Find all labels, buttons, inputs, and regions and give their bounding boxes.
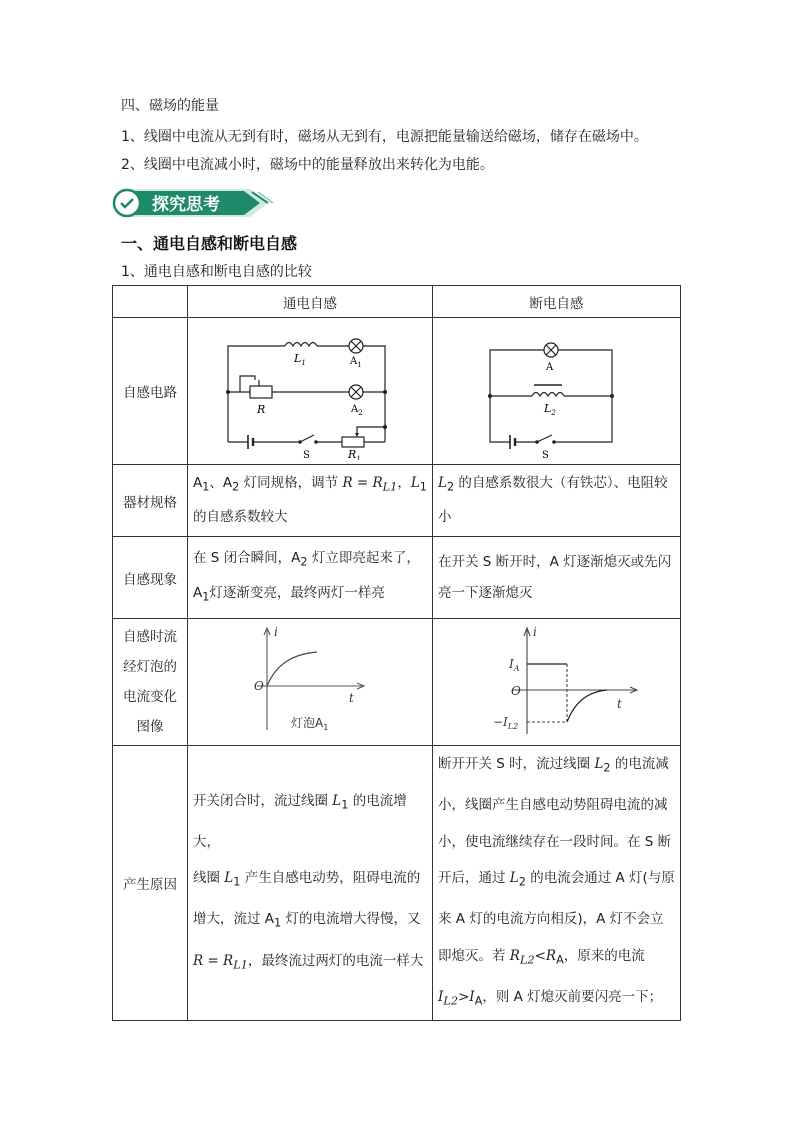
circuit-diagram-2 [482,322,632,460]
graph2-i-label: i [532,625,537,639]
graph1-origin: O [254,679,264,693]
row-label-phenomenon: 自感现象 [113,537,188,619]
switch-S-2 [537,435,552,442]
graph-lamp-a1 [245,622,375,742]
explore-banner [110,186,275,220]
table-row-header [113,286,681,318]
table-row-circuit [113,318,681,465]
table-row-cause [113,746,681,1021]
label-S: S [303,450,310,460]
rheostat-R1 [342,437,364,447]
label-R: R [257,403,266,416]
graph2-IA-label: $I_A$ [508,657,520,673]
label-L2: $L_2$ [543,402,556,417]
section-point-1: 1、线圈中电流从无到有时，磁场从无到有，电源把能量输送给磁场，储存在磁场中。 [121,129,648,145]
banner-label: 探究思考 [152,195,220,215]
subheading: 1、通电自感和断电自感的比较 [121,264,312,280]
label-A: A [545,362,553,373]
header-col-1: 通电自感 [188,286,433,318]
graph2-decay-curve [567,690,607,722]
phenomenon-col-1: 在 S 闭合瞬间，$A_2$ 灯立即亮起来了， $A_1$灯逐渐变亮，最终两灯一样亮 [188,537,433,619]
checkmark-icon [114,190,140,216]
label-R1: $R_1$ [348,448,361,460]
table-row-phenomenon [113,537,681,619]
graph-lamp-a [467,622,647,742]
equipment-col-1: $A_1$、$A_2$ 灯同规格，调节 $R = R_{L1}$，$L_1$ 的自感系数较大 [188,465,433,537]
graph1-t-label: t [349,691,354,705]
inductor-L2 [532,393,564,397]
comparison-table [112,285,681,1021]
graph2-origin: O [510,684,521,698]
phenomenon-col-2: 在开关 S 断开时，A 灯逐渐熄灭或先闪 亮一下逐渐熄灭 [433,537,681,619]
cause-col-2: 断开开关 S 时，流过线圈 $L_2$ 的电流减 小，线圈产生自感电动势阻碍电流的减 小，使电流继续存在一段时间。在 S 断 开后，通过 $L_2$ 的电流会通过 A 灯(与原 来 A 灯的电流方向相反)，A 灯不会立 即熄灭。若 $R_{L2}<R_A$，原来的电流 $I_{L2}>I_A$，则 A 灯熄灭前要闪亮一下； [433,746,681,1021]
circuit-diagram-1 [210,322,410,460]
switch-S [300,435,314,442]
heading-1: 一、通电自感和断电自感 [121,234,298,253]
graph2-IL2-label: $-I_{L2}$ [492,715,518,731]
cause-col-1: 开关闭合时，流过线圈 $L_1$ 的电流增大， 线圈 $L_1$ 产生自感电动势，阻碍电流的 增大，流过 $A_1$ 灯的电流增大得慢，又 $R = R_{L1}$，最终流过两灯的电流一样大 [188,746,433,1021]
row-label-cause: 产生原因 [113,746,188,1021]
rheostat-R [250,386,272,398]
table-row-graph [113,619,681,746]
label-A1: $A_1$ [350,356,362,369]
label-S-2: S [541,450,549,460]
table-row-equipment [113,465,681,537]
label-A2: $A_2$ [351,404,363,417]
row-label-circuit: 自感电路 [113,318,188,465]
label-L1: $L_1$ [294,352,306,367]
section-point-2: 2、线圈中电流减小时，磁场中的能量释放出来转化为电能。 [121,157,494,173]
equipment-col-2: $L_2$ 的自感系数很大（有铁芯）、电阻较 小 [433,465,681,537]
row-label-equipment: 器材规格 [113,465,188,537]
graph2-t-label: t [616,697,622,711]
header-col-2: 断电自感 [433,286,681,318]
inductor-L1 [285,343,317,347]
graph1-i-label: i [274,625,278,639]
graph1-curve [267,652,317,686]
section-title: 四、磁场的能量 [121,98,219,114]
graph1-caption: 灯泡$A_1$ [291,716,329,732]
row-label-graph: 自感时流 经灯泡的 电流变化 图像 [113,619,188,746]
